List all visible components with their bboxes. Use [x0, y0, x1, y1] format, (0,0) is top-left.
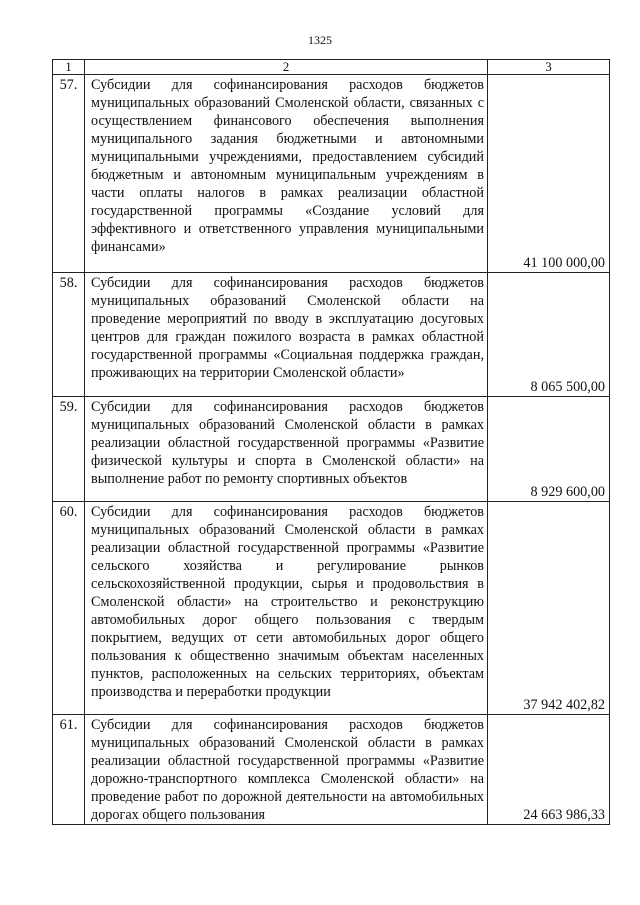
- row-number: 61.: [53, 715, 85, 825]
- column-header-number: 1: [53, 60, 85, 75]
- table-row: [53, 715, 610, 825]
- subsidy-table: [52, 59, 610, 825]
- row-number: 60.: [53, 502, 85, 715]
- table-row: [53, 502, 610, 715]
- row-description: Субсидии для софинансирования расходов бюджетов муниципальных образований Смоленской области в рамках реализации областной государственной программы «Развитие дорожно-транспортного комплекса Смоленской области» на проведение работ по дорожной деятельности на автомобильных дорогах общего пользования: [85, 715, 488, 825]
- table-row: [53, 397, 610, 502]
- row-description: Субсидии для софинансирования расходов бюджетов муниципальных образований Смоленской области на проведение мероприятий по вводу в эксплуатацию досуговых центров для граждан пожилого возраста в рамках областной государственной программы «Социальная поддержка граждан, проживающих на территории Смоленской области»: [85, 273, 488, 397]
- table-row: [53, 75, 610, 273]
- row-description: Субсидии для софинансирования расходов бюджетов муниципальных образований Смоленской области в рамках реализации областной государственной программы «Развитие физической культуры и спорта в Смоленской области» на выполнение работ по ремонту спортивных объектов: [85, 397, 488, 502]
- column-header-description: 2: [85, 60, 488, 75]
- column-header-amount: 3: [488, 60, 610, 75]
- row-amount: 41 100 000,00: [488, 75, 610, 273]
- row-description: Субсидии для софинансирования расходов бюджетов муниципальных образований Смоленской области, связанных с осуществлением финансового обеспечения выполнения муниципального задания бюджетными и автономными муниципальными учреждениями, предоставлением субсидий бюджетным и автономным муниципальным учреждениям в части оплаты налогов в рамках реализации областной государственной программы «Создание условий для эффективного и ответственного управления муниципальными финансами»: [85, 75, 488, 273]
- row-number: 58.: [53, 273, 85, 397]
- page-number: 1325: [308, 33, 332, 47]
- table-row: [53, 273, 610, 397]
- row-amount: 24 663 986,33: [488, 715, 610, 825]
- row-amount: 37 942 402,82: [488, 502, 610, 715]
- row-number: 57.: [53, 75, 85, 273]
- row-amount: 8 929 600,00: [488, 397, 610, 502]
- table-header-row: [53, 60, 610, 75]
- row-number: 59.: [53, 397, 85, 502]
- row-description: Субсидии для софинансирования расходов бюджетов муниципальных образований Смоленской области в рамках реализации областной государственной программы «Развитие сельского хозяйства и регулирование рынков сельскохозяйственной продукции, сырья и продовольствия в Смоленской области» на строительство и реконструкцию автомобильных дорог общего пользования с твердым покрытием, ведущих от сети автомобильных дорог общего пользования к общественно значимым объектам населенных пунктов, расположенных на сельских территориях, объектам производства и переработки продукции: [85, 502, 488, 715]
- row-amount: 8 065 500,00: [488, 273, 610, 397]
